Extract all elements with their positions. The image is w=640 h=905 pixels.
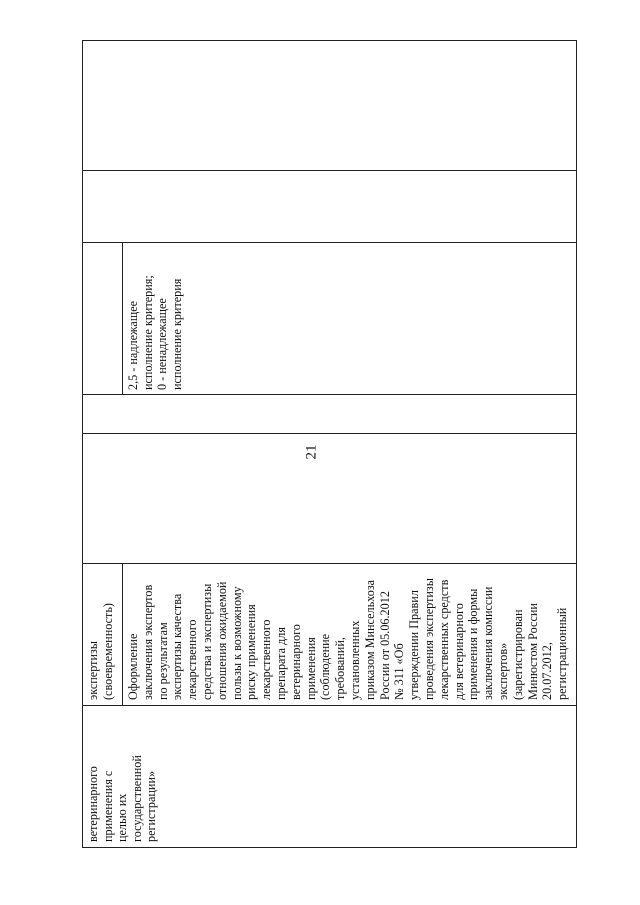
column-border <box>82 563 577 564</box>
cell-line: России от 05.06.2012 <box>377 591 392 700</box>
cell-line: применения <box>303 637 318 700</box>
cell-line: 2,5 - надлежащее <box>126 300 140 390</box>
cell-line: ветеринарного <box>288 624 303 700</box>
cell-line: экспертизы качества <box>170 593 185 700</box>
cell-line: (своевременность) <box>100 603 115 700</box>
table-cell-object <box>86 755 159 842</box>
page-number: 21 <box>303 444 320 460</box>
table-cell-criterion <box>126 578 570 700</box>
cell-line: требований, <box>333 637 348 700</box>
cell-line: регистрации» <box>144 770 158 842</box>
cell-line: экспертизы <box>86 641 100 700</box>
cell-line: заключения комиссии <box>481 586 496 700</box>
evaluation-table <box>82 40 577 848</box>
cell-line: проведения экспертизы <box>421 578 436 700</box>
cell-line: государственной <box>129 755 144 842</box>
cell-line: исполнение критерия; <box>140 275 155 390</box>
cell-line: (соблюдение <box>318 633 333 700</box>
cell-line: ветеринарного <box>86 766 100 842</box>
cell-line: лекарственных средств <box>436 579 451 700</box>
column-border <box>82 705 577 706</box>
row-border <box>122 563 123 705</box>
column-border <box>82 394 577 395</box>
cell-line: регистрационный <box>555 607 570 700</box>
cell-line: применения с <box>100 770 115 842</box>
column-border <box>82 433 577 434</box>
cell-line: заключения экспертов <box>140 584 155 700</box>
cell-line: для ветеринарного <box>451 603 466 700</box>
table-cell-score <box>126 275 184 390</box>
cell-line: 20.07.2012, <box>540 642 555 700</box>
cell-line: установленных <box>347 620 362 700</box>
cell-line: исполнение критерия <box>169 278 184 390</box>
cell-line: утверждении Правил <box>407 590 422 700</box>
cell-line: целью их <box>115 793 129 842</box>
cell-line: Минюстом России <box>525 603 540 700</box>
cell-line: средства и экспертизы <box>199 583 214 700</box>
column-border <box>82 242 577 243</box>
cell-line: 0 - ненадлежащее <box>155 298 169 390</box>
cell-line: препарата для <box>273 627 288 700</box>
cell-line: Оформление <box>126 633 140 700</box>
cell-line: экспертов» <box>495 642 510 700</box>
row-border <box>122 242 123 394</box>
column-border <box>82 170 577 171</box>
cell-line: применения и формы <box>466 588 481 700</box>
cell-line: по результатам <box>155 622 170 700</box>
cell-line: № 311 «Об <box>392 643 407 700</box>
cell-line: отношения ожидаемой <box>214 581 229 700</box>
cell-line: риску применения <box>244 604 259 700</box>
cell-line: пользы к возможному <box>229 586 244 700</box>
cell-line: лекарственного <box>185 619 200 700</box>
table-cell-criterion-header <box>86 603 115 700</box>
cell-line: (зарегистрирован <box>510 609 525 700</box>
cell-line: лекарственного <box>259 619 274 700</box>
cell-line: приказом Минсельхоза <box>362 579 377 700</box>
